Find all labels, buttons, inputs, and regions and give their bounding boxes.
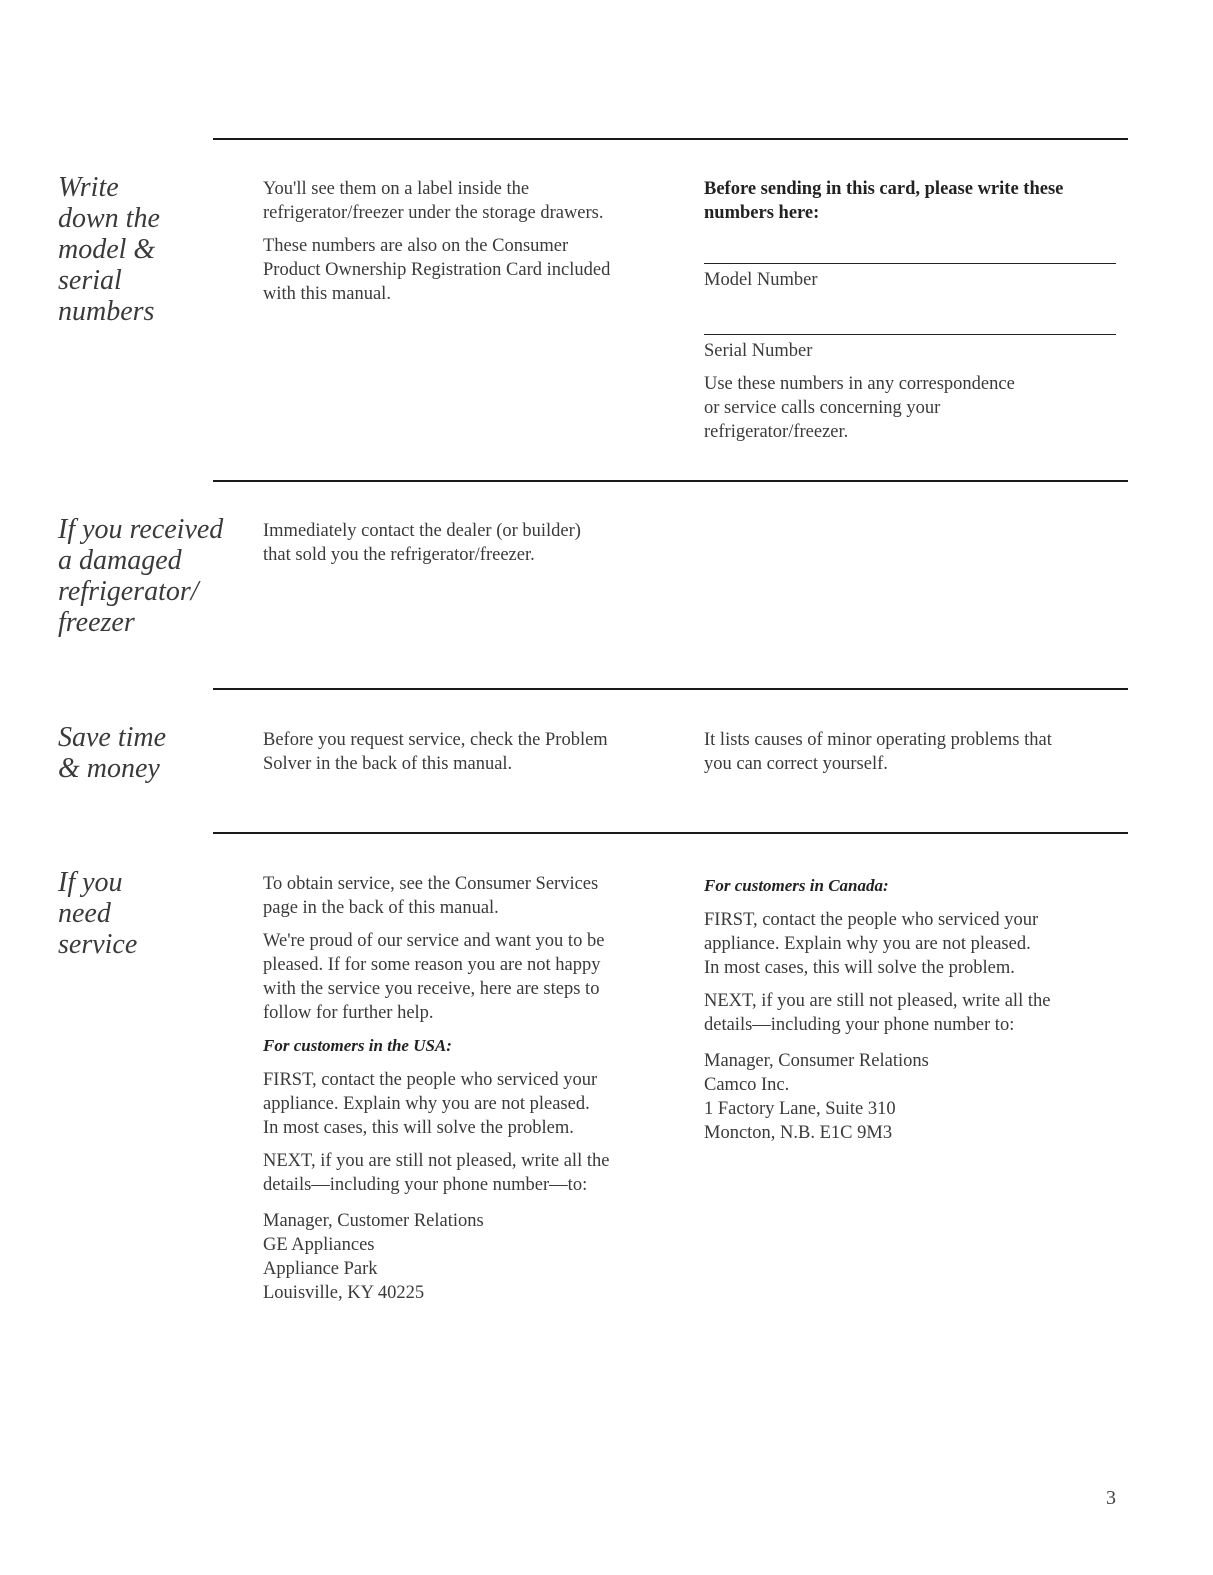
model-number-label: Model Number bbox=[704, 270, 818, 290]
paragraph bbox=[263, 519, 693, 567]
heading-model-serial bbox=[58, 172, 248, 327]
heading-line: Save time bbox=[58, 722, 167, 753]
serial-number-label: Serial Number bbox=[704, 341, 813, 361]
paragraph bbox=[263, 1068, 693, 1140]
heading-line: service bbox=[58, 929, 138, 960]
address-line: GE Appliances bbox=[263, 1235, 375, 1255]
heading-line: numbers bbox=[58, 296, 155, 327]
address-line: Manager, Consumer Relations bbox=[704, 1051, 929, 1071]
heading-line: If you received bbox=[58, 514, 224, 545]
paragraph bbox=[704, 989, 1124, 1037]
damaged-col1 bbox=[263, 519, 693, 576]
card-instruction bbox=[704, 177, 1124, 225]
heading-line: a damaged bbox=[58, 545, 182, 576]
text-line: In most cases, this will solve the problem. bbox=[704, 958, 1015, 978]
text-line: that sold you the refrigerator/freezer. bbox=[263, 545, 535, 565]
paragraph bbox=[263, 929, 693, 1025]
text-line: with the service you receive, here are steps to bbox=[263, 979, 600, 999]
heading-damaged bbox=[58, 514, 248, 638]
text-line: page in the back of this manual. bbox=[263, 898, 499, 918]
text-line: You'll see them on a label inside the bbox=[263, 179, 530, 199]
text-line: Immediately contact the dealer (or builder) bbox=[263, 521, 581, 541]
save-col1 bbox=[263, 728, 693, 785]
text-line: with this manual. bbox=[263, 284, 391, 304]
text-line: These numbers are also on the Consumer bbox=[263, 236, 569, 256]
model-number-line bbox=[704, 263, 1116, 264]
text-line: Before you request service, check the Problem bbox=[263, 730, 608, 750]
text-line: Product Ownership Registration Card included bbox=[263, 260, 611, 280]
paragraph bbox=[704, 728, 1124, 776]
heading-line: need bbox=[58, 898, 111, 929]
address-line: Manager, Customer Relations bbox=[263, 1211, 484, 1231]
address-line: Camco Inc. bbox=[704, 1075, 790, 1095]
address-line: Moncton, N.B. E1C 9M3 bbox=[704, 1123, 893, 1143]
heading-line: serial bbox=[58, 265, 122, 296]
text-line: We're proud of our service and want you to be bbox=[263, 931, 605, 951]
address-line: Louisville, KY 40225 bbox=[263, 1283, 425, 1303]
text-line: details—including your phone number—to: bbox=[263, 1175, 588, 1195]
text-line: Solver in the back of this manual. bbox=[263, 754, 513, 774]
service-col1 bbox=[263, 872, 693, 1314]
serial-number-line bbox=[704, 334, 1116, 335]
text-line: NEXT, if you are still not pleased, write all the bbox=[263, 1151, 610, 1171]
heading-save-time bbox=[58, 722, 248, 784]
section-divider bbox=[213, 688, 1128, 690]
text-line: It lists causes of minor operating problems that bbox=[704, 730, 1052, 750]
save-col2 bbox=[704, 728, 1124, 785]
heading-line: freezer bbox=[58, 607, 135, 638]
model-col1 bbox=[263, 177, 693, 315]
text-line: details—including your phone number to: bbox=[704, 1015, 1015, 1035]
page-number: 3 bbox=[1106, 1487, 1116, 1509]
paragraph bbox=[704, 372, 1124, 444]
canada-address bbox=[704, 1049, 1124, 1145]
paragraph bbox=[263, 728, 693, 776]
heading-line: Write bbox=[58, 172, 119, 203]
text-line: refrigerator/freezer. bbox=[704, 422, 849, 442]
text-line: or service calls concerning your bbox=[704, 398, 941, 418]
paragraph bbox=[704, 908, 1124, 980]
paragraph bbox=[263, 872, 693, 920]
text-line: FIRST, contact the people who serviced your bbox=[704, 910, 1039, 930]
text-line: refrigerator/freezer under the storage drawers. bbox=[263, 203, 604, 223]
paragraph bbox=[263, 1149, 693, 1197]
text-line: FIRST, contact the people who serviced your bbox=[263, 1070, 598, 1090]
heading-line: & money bbox=[58, 753, 160, 784]
usa-address bbox=[263, 1209, 693, 1305]
text-line: appliance. Explain why you are not pleased. bbox=[263, 1094, 590, 1114]
model-col2 bbox=[704, 177, 1124, 453]
section-divider bbox=[213, 832, 1128, 834]
canada-subhead: For customers in Canada: bbox=[704, 876, 889, 895]
address-line: 1 Factory Lane, Suite 310 bbox=[704, 1099, 896, 1119]
section-divider bbox=[213, 480, 1128, 482]
heading-line: model & bbox=[58, 234, 156, 265]
text-line: appliance. Explain why you are not pleased. bbox=[704, 934, 1031, 954]
heading-need-service bbox=[58, 867, 248, 960]
text-line: In most cases, this will solve the problem. bbox=[263, 1118, 574, 1138]
heading-line: If you bbox=[58, 867, 123, 898]
usa-subhead: For customers in the USA: bbox=[263, 1036, 452, 1055]
paragraph bbox=[263, 177, 693, 225]
address-line: Appliance Park bbox=[263, 1259, 378, 1279]
section-divider bbox=[213, 138, 1128, 140]
paragraph bbox=[263, 234, 693, 306]
text-line: To obtain service, see the Consumer Services bbox=[263, 874, 599, 894]
text-line: you can correct yourself. bbox=[704, 754, 888, 774]
heading-line: down the bbox=[58, 203, 160, 234]
text-line: NEXT, if you are still not pleased, write all the bbox=[704, 991, 1051, 1011]
text-line: Before sending in this card, please write these bbox=[704, 179, 1064, 199]
service-col2 bbox=[704, 872, 1124, 1154]
text-line: follow for further help. bbox=[263, 1003, 434, 1023]
heading-line: refrigerator/ bbox=[58, 576, 199, 607]
text-line: Use these numbers in any correspondence bbox=[704, 374, 1015, 394]
text-line: numbers here: bbox=[704, 203, 820, 223]
text-line: pleased. If for some reason you are not happy bbox=[263, 955, 601, 975]
